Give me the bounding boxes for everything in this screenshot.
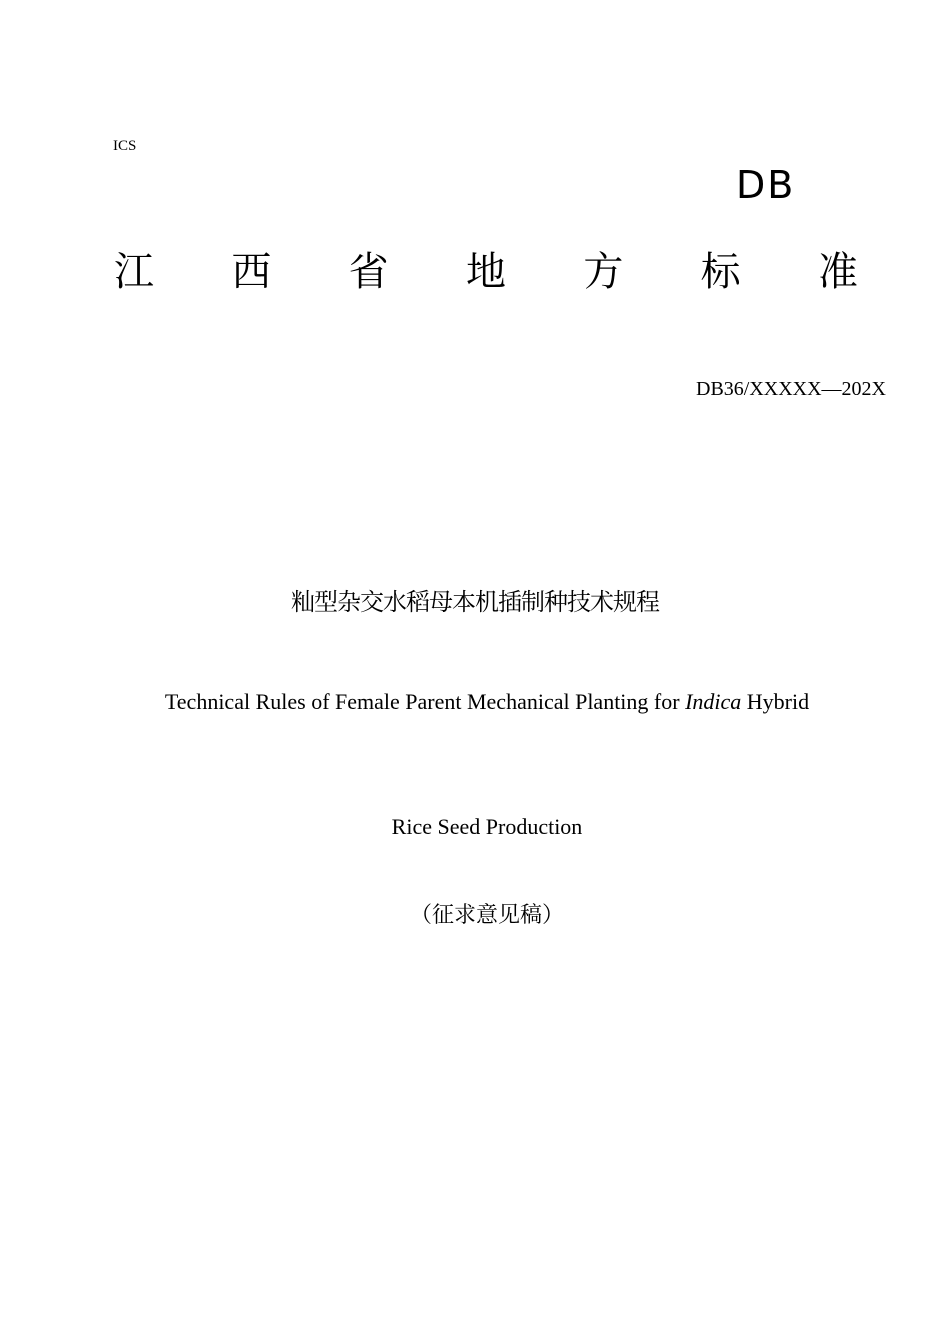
standard-type-char: 地 [465,249,506,295]
standard-type-char: 江 [114,249,154,295]
english-title-line-2: Rice Seed Production [391,814,583,839]
standard-type-char: 准 [817,249,858,295]
standard-type-char: 西 [231,249,272,295]
standard-number: DB36/XXXXX—202X [696,378,886,400]
db-mark: DB [736,163,796,207]
chinese-title: 籼型杂交水稻母本机插制种技术规程 [291,588,659,616]
standard-type-title [112,250,860,294]
standard-type-char: 方 [583,249,624,295]
english-title-text: Technical Rules of Female Parent Mechanical Planting for [164,689,686,714]
standard-type-char: 标 [700,249,741,295]
standard-type-char: 省 [348,249,389,295]
ics-label: ICS [113,138,137,154]
english-title-line-1 [0,689,950,715]
english-title-text: Hybrid [741,689,810,714]
draft-note: （征求意见稿） [409,903,564,928]
english-title-italic: Indica [685,689,742,714]
